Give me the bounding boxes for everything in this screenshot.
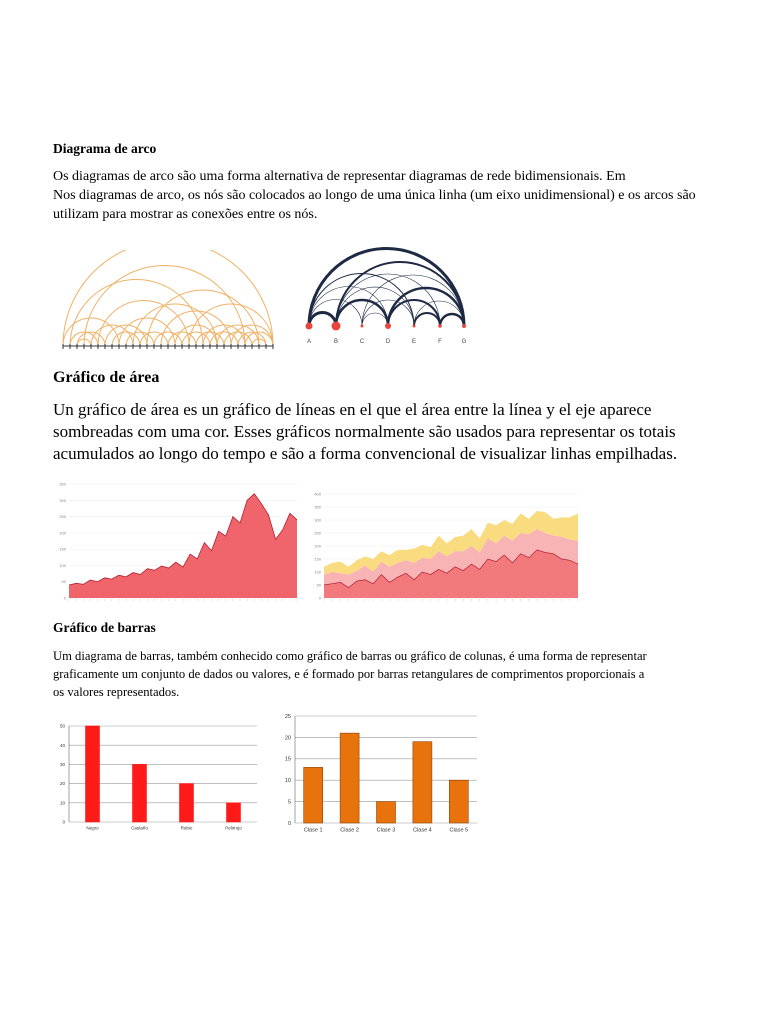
arc2-node-label-G: G [461, 339, 467, 345]
arc2-node-label-E: E [411, 339, 417, 345]
bar2-bar-1 [340, 733, 359, 823]
area1-ytick-5: 250 [59, 514, 66, 520]
arc2-node-E [413, 325, 416, 328]
area-section-paragraph [53, 399, 677, 465]
area1-ytick-7: 350 [59, 481, 66, 487]
area1-ytick-6: 300 [59, 497, 66, 503]
arc2-node-A [306, 323, 313, 330]
bar1-ytick-5: 50 [59, 723, 65, 729]
arc2-node-label-F: F [438, 339, 442, 345]
bar1-ytick-3: 30 [59, 761, 65, 767]
bar1-ytick-0: 0 [62, 819, 65, 825]
arc-diagram-navy [296, 240, 476, 350]
bar1-category-2: Rubio [180, 825, 193, 831]
area1-ytick-0: 0 [63, 595, 66, 601]
stacked-area-chart [310, 490, 582, 608]
bar2-category-2: Clase 3 [376, 827, 396, 834]
bars-section-title: Gráfico de barras [53, 620, 156, 635]
area2-ytick-0: 0 [318, 595, 321, 601]
area-line-2: sombreadas com uma cor. Esses gráficos normalmente são usados para representar os totais [53, 422, 676, 441]
arc2-node-G [462, 324, 466, 328]
bar2-bar-3 [413, 742, 432, 823]
bar2-category-0: Clase 1 [303, 827, 323, 834]
arc1-arc-11 [189, 304, 273, 346]
area2-ytick-5: 250 [314, 530, 321, 536]
bar2-category-4: Clase 5 [449, 827, 469, 834]
area1-ytick-2: 100 [59, 562, 66, 568]
bar1-category-3: Pelirrojo [225, 825, 242, 831]
area2-ytick-3: 150 [314, 556, 321, 562]
bar1-category-0: Negro [86, 825, 99, 831]
arc-diagram-orange [55, 250, 285, 354]
arc2-arc-15 [440, 314, 464, 326]
bar1-ytick-2: 20 [59, 781, 65, 787]
area2-ytick-4: 200 [314, 543, 321, 549]
area2-ytick-7: 350 [314, 504, 321, 510]
arc2-node-F [438, 324, 442, 328]
area1-ytick-3: 150 [59, 546, 66, 552]
bar-chart-red [55, 716, 260, 834]
arc-line-2: Nos diagramas de arco, os nós são colocados ao longo de uma única linha (um eixo unidimensional) e os arcos são [53, 188, 696, 203]
area2-ytick-6: 300 [314, 517, 321, 523]
area-chart [55, 478, 300, 608]
area-line-3: acumulados ao longo do tempo e são a forma convencional de visualizar linhas empilhadas. [53, 444, 678, 463]
area2-ytick-8: 400 [314, 491, 321, 497]
arc2-node-label-A: A [306, 339, 312, 345]
area1-ytick-4: 200 [59, 530, 66, 536]
arc2-node-B [332, 322, 341, 331]
bar1-category-1: Castaño [131, 825, 148, 831]
bar-chart-orange [277, 710, 481, 840]
bars-line-2: graficamente um conjunto de dados ou valores, e é formado por barras retangulares de comprimentos proporcionais a [53, 667, 645, 681]
area-section-title: Gráfico de área [53, 369, 160, 386]
arc-section-paragraph [53, 167, 696, 224]
arc-section-title: Diagrama de arco [53, 141, 157, 156]
arc1-arc-3 [98, 301, 189, 347]
area-line-1: Un gráfico de área es un gráfico de líneas en el que el área entre la línea y el eje aparece [53, 400, 652, 419]
bars-line-3: os valores representados. [53, 685, 180, 699]
arc2-node-label-D: D [385, 339, 391, 345]
area2-ytick-1: 50 [316, 582, 321, 588]
arc2-node-D [385, 323, 391, 329]
bar2-ytick-5: 25 [284, 713, 291, 720]
arc2-node-label-C: C [359, 339, 365, 345]
bars-line-1: Um diagrama de barras, também conhecido como gráfico de barras ou gráfico de colunas, é uma forma de representar [53, 649, 647, 663]
arc2-arc-13 [309, 313, 336, 327]
arc-line-1: Os diagramas de arco são uma forma alternativa de representar diagramas de rede bidimensionais. Em [53, 169, 626, 184]
arc2-node-C [361, 325, 364, 328]
bar2-ytick-0: 0 [287, 820, 291, 827]
bar2-category-1: Clase 2 [340, 827, 359, 834]
area1-fill [69, 494, 297, 598]
bar1-bar-3 [227, 803, 241, 822]
arc2-arc-14 [414, 313, 440, 326]
arc2-node-label-B: B [333, 339, 339, 345]
bar1-bar-2 [180, 784, 194, 822]
bar1-bar-1 [133, 764, 147, 822]
bar1-ytick-1: 10 [59, 800, 65, 806]
bar1-bar-0 [86, 726, 100, 822]
bar2-bar-0 [304, 767, 323, 823]
bar1-ytick-4: 40 [59, 742, 65, 748]
area2-ytick-2: 100 [314, 569, 321, 575]
area1-ytick-1: 50 [61, 579, 66, 585]
bar2-bar-2 [377, 802, 396, 823]
bar2-ytick-3: 15 [284, 756, 291, 763]
arc2-arc-16 [362, 313, 388, 326]
bar2-ytick-4: 20 [284, 735, 291, 742]
arc-line-3: utilizam para mostrar as conexões entre os nós. [53, 207, 318, 222]
bar2-ytick-1: 5 [287, 799, 291, 806]
bar2-bar-4 [449, 780, 468, 823]
bars-section-paragraph [53, 647, 647, 701]
bar2-ytick-2: 10 [284, 778, 291, 785]
bar2-category-3: Clase 4 [413, 827, 432, 834]
